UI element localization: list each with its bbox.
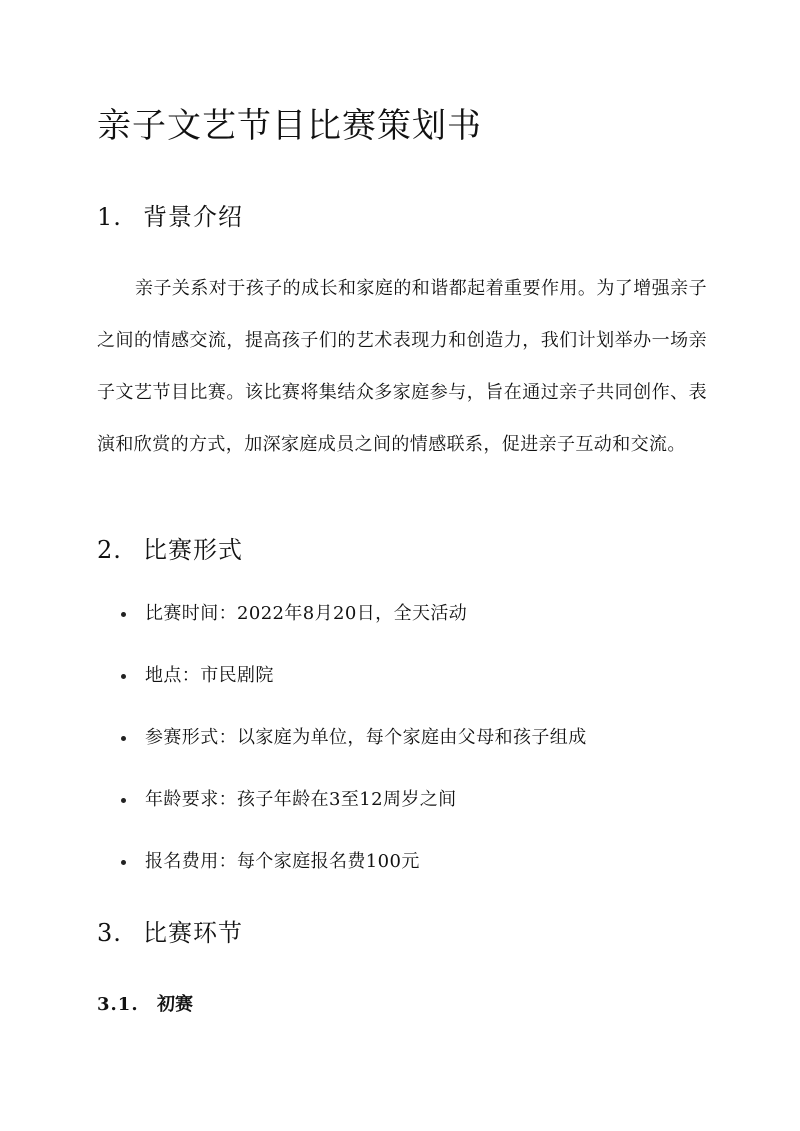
list-item-text: 参赛形式：以家庭为单位，每个家庭由父母和孩子组成 (145, 727, 587, 748)
bullet-icon (121, 860, 126, 865)
section-heading-format (97, 530, 243, 565)
subsection-heading-preliminary (97, 990, 193, 1016)
bullet-icon (121, 798, 126, 803)
section-number: 2. (97, 536, 122, 564)
list-item-text: 报名费用：每个家庭报名费100元 (145, 851, 420, 872)
list-item-text: 年龄要求：孩子年龄在3至12周岁之间 (145, 789, 457, 810)
section-number: 3. (97, 919, 122, 947)
section-title: 背景介绍 (143, 203, 243, 231)
bullet-icon (121, 674, 126, 679)
subsection-number: 3.1. (97, 994, 139, 1015)
bullet-icon (121, 612, 126, 617)
subsection-title: 初赛 (157, 994, 193, 1015)
background-paragraph: 亲子关系对于孩子的成长和家庭的和谐都起着重要作用。为了增强亲子之间的情感交流，提高孩子们的艺术表现力和创造力，我们计划举办一场亲子文艺节目比赛。该比赛将集结众多家庭参与，旨在通过亲子共同创作、表演和欣赏的方式，加深家庭成员之间的情感联系，促进亲子互动和交流。 (97, 278, 707, 455)
section-heading-background (97, 197, 243, 232)
section-title: 比赛环节 (143, 919, 243, 947)
list-item-text: 地点：市民剧院 (145, 665, 274, 686)
section-title: 比赛形式 (143, 536, 243, 564)
section-heading-stages (97, 913, 243, 948)
document-title: 亲子文艺节目比赛策划书 (97, 106, 482, 146)
list-item-text: 比赛时间：2022年8月20日，全天活动 (145, 603, 468, 624)
section-number: 1. (97, 203, 122, 231)
bullet-icon (121, 736, 126, 741)
